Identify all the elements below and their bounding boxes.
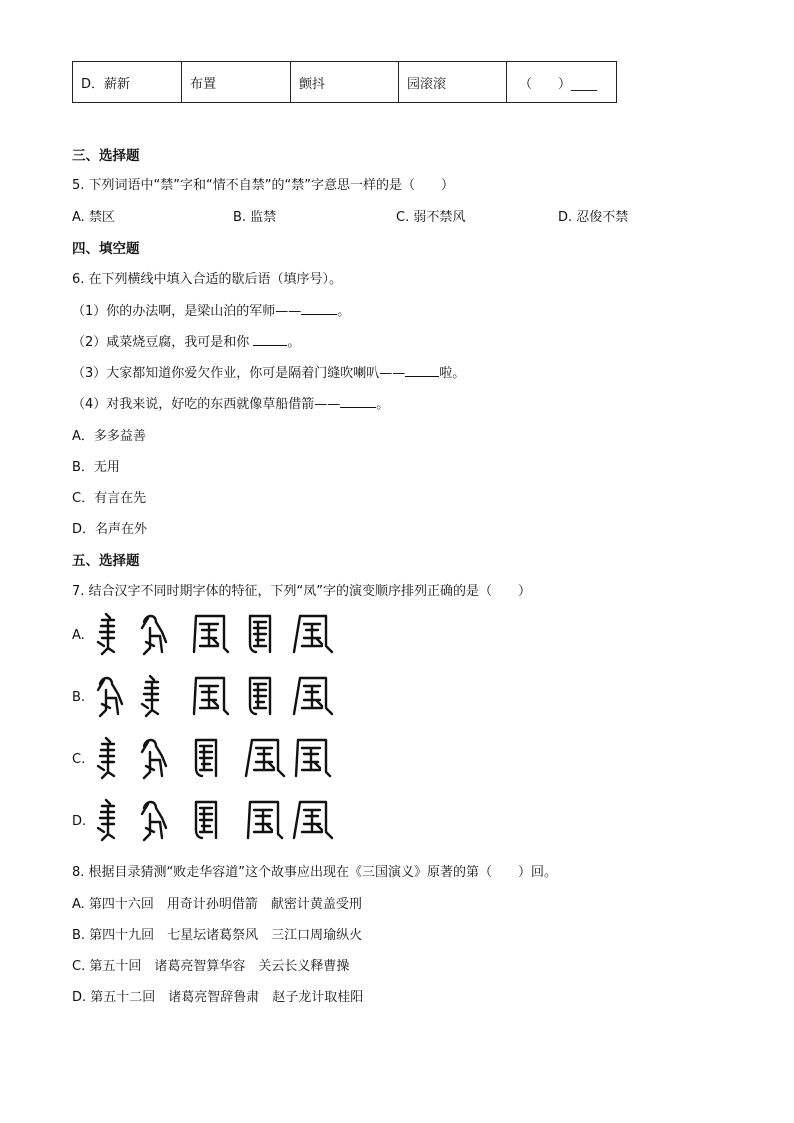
question-stem: 7. 结合汉字不同时期字体的特征，下列“凤”字的演变顺序排列正确的是（ ） bbox=[72, 584, 532, 599]
section-title: 四、填空题 bbox=[72, 241, 140, 257]
section-title: 三、选择题 bbox=[72, 148, 140, 164]
option-d: D. 忍俊不禁 bbox=[558, 210, 629, 225]
feng-seal-glyph-icon bbox=[250, 616, 270, 652]
feng-bronze-glyph-icon bbox=[142, 616, 166, 654]
option-letter: D. bbox=[72, 814, 87, 829]
fill-item bbox=[72, 362, 465, 381]
glyph-sequence bbox=[92, 794, 342, 844]
feng-bronze-glyph-icon bbox=[142, 802, 166, 840]
feng-li-glyph-icon bbox=[294, 616, 332, 652]
feng-kai-glyph-icon bbox=[194, 616, 228, 652]
feng-bronze-glyph-icon bbox=[142, 740, 166, 778]
glyph-row-a bbox=[92, 608, 342, 658]
fill-item-text: （4）对我来说，好吃的东西就像草船借箭—— bbox=[72, 397, 341, 412]
glyph-row-c bbox=[92, 732, 342, 782]
option-letter: A. bbox=[72, 628, 85, 643]
fill-item-text: （3）大家都知道你爱欠作业，你可是隔着门缝吹喇叭—— bbox=[72, 366, 406, 381]
feng-oracle-glyph-icon bbox=[142, 676, 158, 716]
feng-seal-glyph-icon bbox=[250, 678, 270, 714]
option-d: D. 第五十二回 诸葛亮智辞鲁肃 赵子龙计取桂阳 bbox=[72, 990, 364, 1005]
table-cell: 布置 bbox=[182, 62, 291, 103]
option-b: B. 监禁 bbox=[233, 210, 277, 225]
option-b: B．无用 bbox=[72, 460, 120, 475]
feng-kai-glyph-icon bbox=[296, 740, 330, 776]
option-c: C．有言在先 bbox=[72, 491, 147, 506]
fill-item-text: （2）咸菜烧豆腐，我可是和你 bbox=[72, 335, 254, 350]
option-c: C. 第五十回 诸葛亮智算华容 关云长义释曹操 bbox=[72, 959, 350, 974]
option-a: A. 禁区 bbox=[72, 210, 115, 225]
feng-li-glyph-icon bbox=[294, 802, 332, 838]
feng-kai-glyph-icon bbox=[248, 802, 282, 838]
feng-oracle-glyph-icon bbox=[98, 800, 114, 840]
glyph-sequence bbox=[92, 670, 342, 720]
feng-oracle-glyph-icon bbox=[98, 738, 114, 778]
answer-blank[interactable] bbox=[405, 364, 439, 377]
feng-kai-glyph-icon bbox=[194, 678, 228, 714]
glyph-sequence bbox=[92, 608, 342, 658]
option-c: C. 弱不禁风 bbox=[396, 210, 466, 225]
table-cell: 颤抖 bbox=[291, 62, 399, 103]
fill-item bbox=[72, 331, 300, 350]
fill-item-suffix: 啦。 bbox=[439, 366, 466, 381]
table-cell: D．薪新 bbox=[73, 62, 182, 103]
answer-blank[interactable] bbox=[253, 333, 287, 346]
fill-item bbox=[72, 300, 350, 319]
question-stem: 5. 下列词语中“禁”字和“情不自禁”的“禁”字意思一样的是（ ） bbox=[72, 178, 454, 193]
option-a: A．多多益善 bbox=[72, 429, 146, 444]
fill-item-suffix: 。 bbox=[376, 397, 390, 412]
glyph-row-b bbox=[92, 670, 342, 720]
option-a: A. 第四十六回 用奇计孙明借箭 献密计黄盖受刑 bbox=[72, 897, 362, 912]
feng-li-glyph-icon bbox=[294, 678, 332, 714]
fill-item-suffix: 。 bbox=[337, 304, 351, 319]
answer-blank[interactable] bbox=[301, 302, 337, 315]
table-row bbox=[73, 62, 617, 103]
table-cell: （ ）____ bbox=[507, 62, 617, 103]
feng-bronze-glyph-icon bbox=[98, 678, 122, 716]
option-letter: B. bbox=[72, 690, 86, 705]
feng-seal-glyph-icon bbox=[196, 802, 216, 838]
option-b: B. 第四十九回 七星坛诸葛祭风 三江口周瑜纵火 bbox=[72, 928, 363, 943]
glyph-row-d bbox=[92, 794, 342, 844]
answer-blank[interactable] bbox=[340, 395, 376, 408]
fill-item bbox=[72, 393, 389, 412]
question-stem: 8. 根据目录猜测“败走华容道”这个故事应出现在《三国演义》原著的第（ ）回。 bbox=[72, 865, 558, 880]
option-d: D．名声在外 bbox=[72, 522, 148, 537]
question-stem: 6. 在下列横线中填入合适的歇后语（填序号）。 bbox=[72, 272, 343, 287]
feng-seal-glyph-icon bbox=[196, 740, 216, 776]
option-letter: C. bbox=[72, 752, 86, 767]
feng-oracle-glyph-icon bbox=[98, 614, 114, 654]
section-title: 五、选择题 bbox=[72, 553, 140, 569]
fill-item-text: （1）你的办法啊，是梁山泊的军师—— bbox=[72, 304, 302, 319]
answer-table bbox=[72, 61, 617, 103]
fill-item-suffix: 。 bbox=[287, 335, 301, 350]
table-cell: 园滚滚 bbox=[399, 62, 507, 103]
feng-li-glyph-icon bbox=[246, 740, 284, 776]
glyph-sequence bbox=[92, 732, 342, 782]
